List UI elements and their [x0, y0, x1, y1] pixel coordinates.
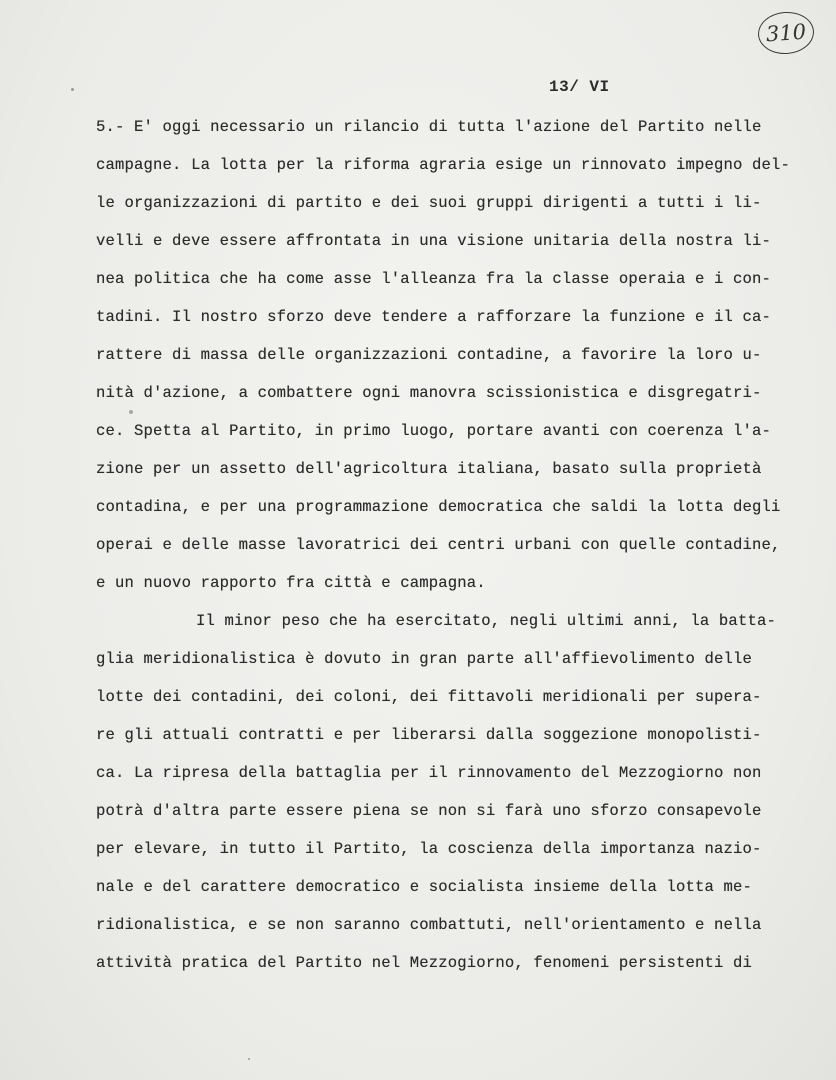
text-line: per elevare, in tutto il Partito, la coscienza della importanza nazio-	[96, 840, 762, 858]
text-line: operai e delle masse lavoratrici dei centri urbani con quelle contadine,	[96, 536, 781, 554]
text-line: le organizzazioni di partito e dei suoi gruppi dirigenti a tutti i li-	[96, 194, 762, 212]
paper-speck	[129, 410, 133, 414]
text-line: velli e deve essere affrontata in una visione unitaria della nostra li-	[96, 232, 772, 250]
text-line: re gli attuali contratti e per liberarsi dalla soggezione monopolisti-	[96, 726, 762, 744]
text-line: potrà d'altra parte essere piena se non si farà uno sforzo consapevole	[96, 802, 762, 820]
text-line: e un nuovo rapporto fra città e campagna.	[96, 574, 486, 592]
text-line: ca. La ripresa della battaglia per il rinnovamento del Mezzogiorno non	[96, 764, 762, 782]
text-line: nea politica che ha come asse l'alleanza fra la classe operaia e i con-	[96, 270, 772, 288]
text-line: zione per un assetto dell'agricoltura italiana, basato sulla proprietà	[96, 460, 762, 478]
page-number: 13/ VI	[549, 78, 610, 96]
text-line: ce. Spetta al Partito, in primo luogo, portare avanti con coerenza l'a-	[96, 422, 772, 440]
text-line: lotte dei contadini, dei coloni, dei fittavoli meridionali per supera-	[96, 688, 762, 706]
folio-stamp: 310	[757, 10, 816, 56]
paper-speck	[71, 88, 74, 91]
text-line: glia meridionalistica è dovuto in gran parte all'affievolimento delle	[96, 650, 753, 668]
text-line: ridionalistica, e se non saranno combattuti, nell'orientamento e nella	[96, 916, 762, 934]
text-line: rattere di massa delle organizzazioni contadine, a favorire la loro u-	[96, 346, 762, 364]
paper-speck	[248, 1058, 250, 1060]
text-line: nità d'azione, a combattere ogni manovra scissionistica e disgregatri-	[96, 384, 762, 402]
text-line: Il minor peso che ha esercitato, negli ultimi anni, la batta-	[196, 612, 776, 630]
text-line: nale e del carattere democratico e socialista insieme della lotta me-	[96, 878, 753, 896]
text-line: contadina, e per una programmazione democratica che saldi la lotta degli	[96, 498, 781, 516]
text-line: campagne. La lotta per la riforma agraria esige un rinnovato impegno del-	[96, 156, 791, 174]
text-line: 5.- E' oggi necessario un rilancio di tutta l'azione del Partito nelle	[96, 118, 762, 136]
text-line: attività pratica del Partito nel Mezzogiorno, fenomeni persistenti di	[96, 954, 753, 972]
text-line: tadini. Il nostro sforzo deve tendere a rafforzare la funzione e il ca-	[96, 308, 772, 326]
